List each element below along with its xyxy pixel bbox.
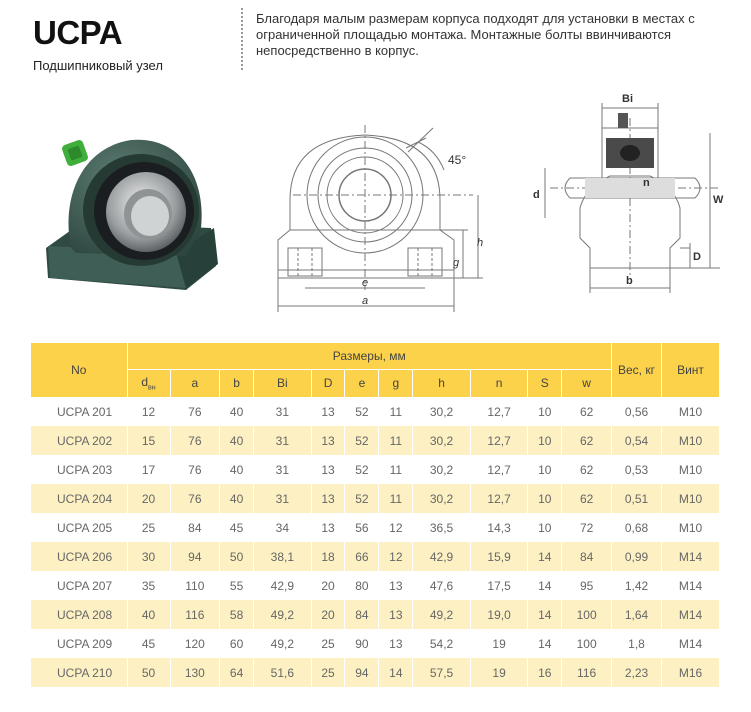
- table-cell: 2,23: [612, 658, 662, 687]
- table-cell: 40: [220, 426, 254, 455]
- table-cell: 72: [562, 513, 612, 542]
- table-cell: 20: [311, 571, 345, 600]
- table-cell: M14: [662, 542, 720, 571]
- table-cell: 13: [311, 513, 345, 542]
- col-header-dim: Bi: [254, 369, 312, 397]
- side-view-drawing: [530, 88, 735, 303]
- table-cell: 84: [562, 542, 612, 571]
- dim-e-label: e: [362, 277, 369, 289]
- table-cell: M14: [662, 600, 720, 629]
- table-cell: 25: [127, 513, 170, 542]
- table-row: [31, 600, 720, 629]
- table-cell: M10: [662, 426, 720, 455]
- dim-dd-label: D: [693, 251, 701, 263]
- table-cell: 130: [170, 658, 220, 687]
- angle-label: 45°: [448, 153, 467, 167]
- table-cell: 55: [220, 571, 254, 600]
- table-cell: 49,2: [413, 600, 471, 629]
- table-cell: 0,56: [612, 397, 662, 426]
- col-header-dim: S: [528, 369, 562, 397]
- table-cell: 76: [170, 397, 220, 426]
- table-cell: 40: [220, 397, 254, 426]
- table-cell: M10: [662, 484, 720, 513]
- table-cell: 14: [528, 571, 562, 600]
- table-cell: 35: [127, 571, 170, 600]
- table-cell: 76: [170, 426, 220, 455]
- table-cell: 62: [562, 455, 612, 484]
- table-cell: 36,5: [413, 513, 471, 542]
- table-cell: 42,9: [254, 571, 312, 600]
- col-header-weight: Вес, кг: [612, 343, 662, 397]
- table-cell: 31: [254, 397, 312, 426]
- table-cell: 1,42: [612, 571, 662, 600]
- col-header-d: $d_{вн}$: [127, 369, 170, 397]
- table-cell: 14: [379, 658, 413, 687]
- table-cell: 12: [379, 513, 413, 542]
- table-cell: 19: [470, 629, 528, 658]
- table-cell: 25: [311, 629, 345, 658]
- table-cell: 10: [528, 455, 562, 484]
- table-cell: 30: [127, 542, 170, 571]
- model-cell: UCPA 207: [31, 571, 127, 600]
- table-row: [31, 542, 720, 571]
- table-cell: 18: [311, 542, 345, 571]
- table-cell: 49,2: [254, 629, 312, 658]
- table-cell: 13: [379, 600, 413, 629]
- dim-g-label: g: [453, 257, 460, 269]
- product-title: UCPA: [33, 14, 123, 51]
- table-cell: 30,2: [413, 484, 471, 513]
- table-row: [31, 658, 720, 687]
- table-cell: 60: [220, 629, 254, 658]
- table-cell: 110: [170, 571, 220, 600]
- table-cell: 84: [345, 600, 379, 629]
- table-cell: 62: [562, 426, 612, 455]
- table-cell: 51,6: [254, 658, 312, 687]
- col-header-dim: D: [311, 369, 345, 397]
- table-row: [31, 426, 720, 455]
- table-cell: 45: [127, 629, 170, 658]
- table-cell: 50: [127, 658, 170, 687]
- table-cell: 13: [311, 455, 345, 484]
- table-cell: 0,51: [612, 484, 662, 513]
- model-cell: UCPA 206: [31, 542, 127, 571]
- table-cell: 62: [562, 484, 612, 513]
- table-cell: 31: [254, 455, 312, 484]
- product-subtitle: Подшипниковый узел: [33, 58, 163, 73]
- table-cell: 11: [379, 484, 413, 513]
- table-row: [31, 455, 720, 484]
- table-cell: 100: [562, 629, 612, 658]
- table-row: [31, 484, 720, 513]
- table-cell: M14: [662, 571, 720, 600]
- table-cell: 13: [379, 571, 413, 600]
- dim-n-label: n: [643, 177, 650, 189]
- table-cell: 0,53: [612, 455, 662, 484]
- dim-a-label: a: [362, 295, 369, 307]
- table-cell: 40: [127, 600, 170, 629]
- table-row: [31, 513, 720, 542]
- table-cell: 13: [311, 426, 345, 455]
- front-view-drawing: [268, 120, 500, 320]
- table-cell: 90: [345, 629, 379, 658]
- col-header-dim: w: [562, 369, 612, 397]
- table-cell: 120: [170, 629, 220, 658]
- table-cell: 15,9: [470, 542, 528, 571]
- table-cell: 11: [379, 455, 413, 484]
- dim-h-label: h: [477, 237, 484, 249]
- table-cell: 16: [528, 658, 562, 687]
- table-cell: 10: [528, 484, 562, 513]
- table-cell: 1,64: [612, 600, 662, 629]
- table-cell: 14: [528, 629, 562, 658]
- table-cell: 38,1: [254, 542, 312, 571]
- table-cell: 58: [220, 600, 254, 629]
- table-cell: 20: [311, 600, 345, 629]
- col-header-dim: h: [413, 369, 471, 397]
- table-cell: 17: [127, 455, 170, 484]
- col-header-dim: n: [470, 369, 528, 397]
- table-cell: 11: [379, 426, 413, 455]
- table-cell: 52: [345, 426, 379, 455]
- col-header-dim: a: [170, 369, 220, 397]
- table-cell: M14: [662, 629, 720, 658]
- table-cell: 12,7: [470, 484, 528, 513]
- table-cell: 13: [311, 484, 345, 513]
- table-cell: 50: [220, 542, 254, 571]
- table-cell: 116: [562, 658, 612, 687]
- model-cell: UCPA 209: [31, 629, 127, 658]
- table-body: [31, 397, 720, 687]
- table-row: [31, 397, 720, 426]
- table-cell: 12,7: [470, 426, 528, 455]
- table-cell: 62: [562, 397, 612, 426]
- table-cell: 52: [345, 455, 379, 484]
- table-cell: 14: [528, 600, 562, 629]
- dim-d-label: d: [533, 189, 540, 201]
- table-cell: 31: [254, 426, 312, 455]
- bearing-unit-photo: [36, 128, 226, 298]
- dim-b-label: b: [626, 275, 633, 287]
- table-cell: 14: [528, 542, 562, 571]
- table-cell: 49,2: [254, 600, 312, 629]
- table-cell: M16: [662, 658, 720, 687]
- table-cell: 13: [311, 397, 345, 426]
- table-cell: 1,8: [612, 629, 662, 658]
- table-cell: 94: [345, 658, 379, 687]
- table-cell: 52: [345, 484, 379, 513]
- table-cell: 34: [254, 513, 312, 542]
- model-cell: UCPA 210: [31, 658, 127, 687]
- table-cell: 56: [345, 513, 379, 542]
- model-cell: UCPA 203: [31, 455, 127, 484]
- model-cell: UCPA 201: [31, 397, 127, 426]
- table-cell: 100: [562, 600, 612, 629]
- dim-w-label: W: [713, 194, 724, 206]
- table-cell: 10: [528, 397, 562, 426]
- model-cell: UCPA 205: [31, 513, 127, 542]
- table-cell: 47,6: [413, 571, 471, 600]
- table-cell: 94: [170, 542, 220, 571]
- table-cell: 30,2: [413, 455, 471, 484]
- table-cell: 10: [528, 513, 562, 542]
- product-description: Благодаря малым размерам корпуса подходят для установки в местах с ограниченной площадью монтажа. Монтажные болты ввинчиваются непосредственно в корпус.: [256, 11, 695, 58]
- table-cell: 45: [220, 513, 254, 542]
- table-cell: 14,3: [470, 513, 528, 542]
- table-cell: 13: [379, 629, 413, 658]
- model-cell: UCPA 202: [31, 426, 127, 455]
- table-cell: 52: [345, 397, 379, 426]
- table-cell: 64: [220, 658, 254, 687]
- table-cell: 10: [528, 426, 562, 455]
- col-header-dim: e: [345, 369, 379, 397]
- col-header-dimensions: Размеры, мм: [127, 343, 612, 369]
- table-cell: 80: [345, 571, 379, 600]
- table-cell: M10: [662, 397, 720, 426]
- dimensions-table: [31, 343, 720, 687]
- table-cell: 40: [220, 484, 254, 513]
- table-cell: 76: [170, 455, 220, 484]
- table-cell: 11: [379, 397, 413, 426]
- model-cell: UCPA 208: [31, 600, 127, 629]
- table-row: [31, 629, 720, 658]
- table-cell: 40: [220, 455, 254, 484]
- table-cell: 25: [311, 658, 345, 687]
- table-cell: 19,0: [470, 600, 528, 629]
- model-cell: UCPA 204: [31, 484, 127, 513]
- col-header-dim: b: [220, 369, 254, 397]
- table-cell: 19: [470, 658, 528, 687]
- col-header-dim: g: [379, 369, 413, 397]
- table-cell: 30,2: [413, 426, 471, 455]
- table-cell: 95: [562, 571, 612, 600]
- table-cell: 42,9: [413, 542, 471, 571]
- table-row: [31, 571, 720, 600]
- table-cell: 0,99: [612, 542, 662, 571]
- table-cell: 12: [379, 542, 413, 571]
- table-cell: 54,2: [413, 629, 471, 658]
- table-cell: 0,68: [612, 513, 662, 542]
- table-cell: 76: [170, 484, 220, 513]
- table-cell: 15: [127, 426, 170, 455]
- table-cell: 12,7: [470, 397, 528, 426]
- dotted-divider: [241, 8, 243, 70]
- table-cell: 57,5: [413, 658, 471, 687]
- table-cell: 66: [345, 542, 379, 571]
- table-cell: 20: [127, 484, 170, 513]
- table-cell: 0,54: [612, 426, 662, 455]
- col-header-no: No: [31, 343, 127, 397]
- table-cell: 84: [170, 513, 220, 542]
- dim-bi-label: Bi: [622, 93, 633, 105]
- table-cell: 30,2: [413, 397, 471, 426]
- table-cell: 116: [170, 600, 220, 629]
- table-cell: 12: [127, 397, 170, 426]
- table-cell: 31: [254, 484, 312, 513]
- table-cell: 12,7: [470, 455, 528, 484]
- table-cell: M10: [662, 513, 720, 542]
- col-header-screw: Винт: [662, 343, 720, 397]
- table-cell: M10: [662, 455, 720, 484]
- table-cell: 17,5: [470, 571, 528, 600]
